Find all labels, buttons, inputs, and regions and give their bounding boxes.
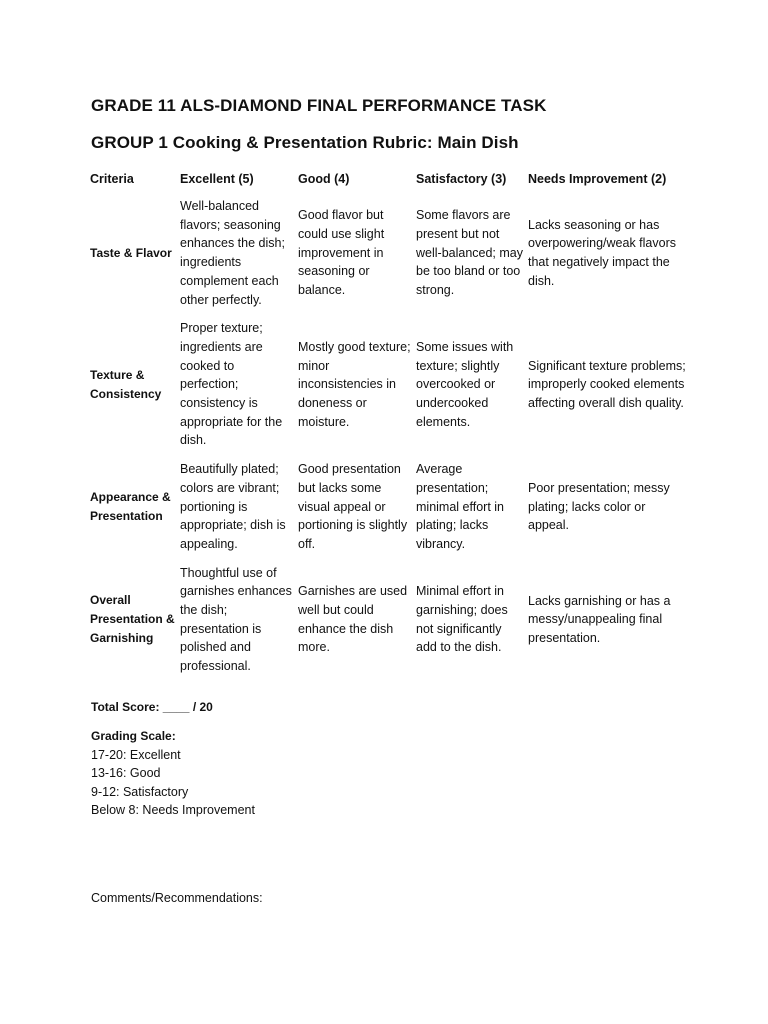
good-cell: Good flavor but could use slight improvement in seasoning or balance. bbox=[298, 208, 385, 298]
rubric-title: GROUP 1 Cooking & Presentation Rubric: Main Dish bbox=[91, 133, 519, 152]
satisfactory-cell: Some issues with texture; slightly overcooked or undercooked elements. bbox=[416, 339, 514, 429]
comments-label: Comments/Recommendations: bbox=[91, 891, 263, 905]
table-row bbox=[88, 314, 688, 455]
grading-scale-item: Below 8: Needs Improvement bbox=[91, 803, 255, 817]
rubric-header-row bbox=[88, 166, 688, 192]
total-score-line: Total Score: ____ / 20 bbox=[91, 700, 213, 714]
rubric-table bbox=[88, 166, 688, 681]
good-cell: Good presentation but lacks some visual appeal or portioning is slightly off. bbox=[298, 462, 408, 551]
header-needs-improvement: Needs Improvement (2) bbox=[528, 171, 667, 186]
header-good: Good (4) bbox=[298, 171, 350, 186]
criteria-cell: Texture & Consistency bbox=[90, 367, 162, 401]
excellent-cell: Beautifully plated; colors are vibrant; portioning is appropriate; dish is appealing. bbox=[180, 462, 286, 551]
criteria-cell: Appearance & Presentation bbox=[90, 489, 171, 523]
satisfactory-cell: Average presentation; minimal effort in plating; lacks vibrancy. bbox=[416, 462, 504, 551]
excellent-cell: Proper texture; ingredients are cooked to perfection; consistency is appropriate for the dish. bbox=[180, 321, 283, 448]
grading-scale-title: Grading Scale: bbox=[91, 729, 176, 743]
criteria-cell: Taste & Flavor bbox=[90, 245, 172, 260]
header-satisfactory: Satisfactory (3) bbox=[416, 171, 507, 186]
table-row bbox=[88, 192, 688, 314]
good-cell: Mostly good texture; minor inconsistencies in doneness or moisture. bbox=[298, 339, 411, 429]
header-criteria: Criteria bbox=[90, 171, 134, 186]
table-row bbox=[88, 455, 688, 559]
satisfactory-cell: Some flavors are present but not well-balanced; may be too bland or too strong. bbox=[416, 208, 523, 298]
document-title: GRADE 11 ALS-DIAMOND FINAL PERFORMANCE TASK bbox=[91, 96, 547, 115]
needs-improvement-cell: Significant texture problems; improperly cooked elements affecting overall dish quality. bbox=[528, 358, 686, 411]
excellent-cell: Well-balanced flavors; seasoning enhances the dish; ingredients complement each other perfectly. bbox=[180, 199, 285, 307]
satisfactory-cell: Minimal effort in garnishing; does not significantly add to the dish. bbox=[416, 584, 508, 655]
grading-scale-item: 9-12: Satisfactory bbox=[91, 784, 189, 799]
header-excellent: Excellent (5) bbox=[180, 171, 254, 186]
criteria-cell: Overall Presentation & Garnishing bbox=[90, 593, 175, 646]
needs-improvement-cell: Lacks seasoning or has overpowering/weak flavors that negatively impact the dish. bbox=[528, 217, 676, 288]
excellent-cell: Thoughtful use of garnishes enhances the dish; presentation is polished and professional. bbox=[180, 565, 292, 674]
table-row bbox=[88, 559, 688, 681]
needs-improvement-cell: Lacks garnishing or has a messy/unappealing final presentation. bbox=[528, 593, 671, 646]
needs-improvement-cell: Poor presentation; messy plating; lacks color or appeal. bbox=[528, 480, 670, 533]
grading-scale-item: 13-16: Good bbox=[91, 766, 161, 780]
grading-scale-item: 17-20: Excellent bbox=[91, 747, 181, 762]
good-cell: Garnishes are used well but could enhance the dish more. bbox=[298, 584, 408, 655]
grading-scale bbox=[91, 727, 255, 820]
